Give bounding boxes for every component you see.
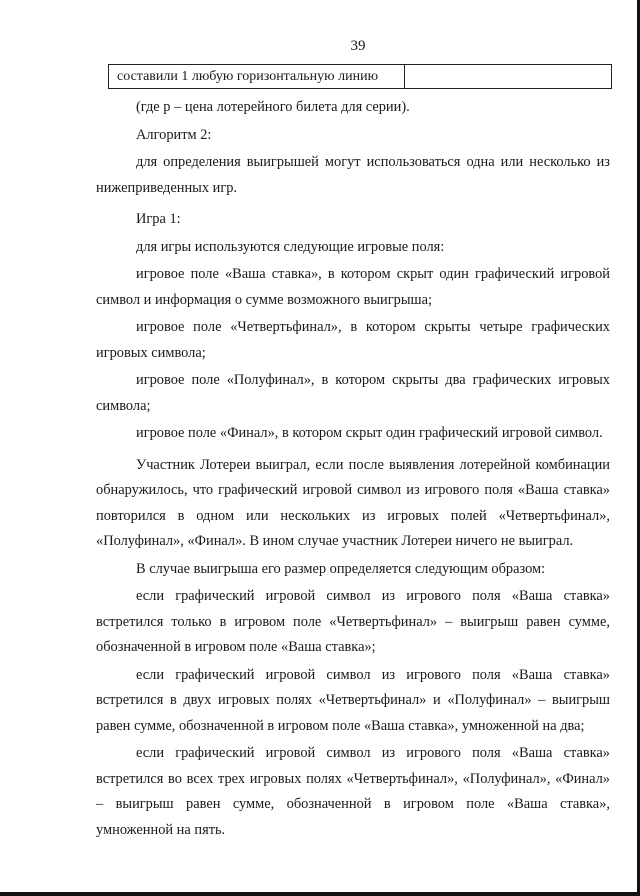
paragraph-win-condition: Участник Лотереи выиграл, если после выявления лотерейной комбинации обнаружилось, что графический игровой символ из игрового поля «Ваша ставка» повторился в одном или нескольких из игровых полей «Четвертьфинал», «Полуфинал», «Финал». В ином случае участник Лотереи ничего не выиграл. <box>96 456 610 549</box>
document-body <box>96 95 610 845</box>
table-cell-empty <box>405 65 611 88</box>
paragraph-price-note: (где р – цена лотерейного билета для серии). <box>136 99 410 115</box>
paragraph-algorithm-heading: Алгоритм 2: <box>136 126 212 143</box>
paragraph-game-heading: Игра 1: <box>136 211 181 227</box>
paragraph-win-case-quarterfinal: если графический игровой символ из игрового поля «Ваша ставка» встретился только в игровом поле «Четвертьфинал» – выигрыш равен сумме, обозначенной в игровом поле «Ваша ставка»; <box>96 588 610 655</box>
paragraph-win-case-all-fields: если графический игровой символ из игрового поля «Ваша ставка» встретился во всех трех игровых полях «Четвертьфинал», «Полуфинал», «Финал» – выигрыш равен сумме, обозначенной в игровом поле «Ваша ставка», умноженной на пять. <box>96 745 610 838</box>
continuation-table <box>108 64 612 89</box>
paragraph-field-final: игровое поле «Финал», в котором скрыт один графический игровой символ. <box>136 425 603 441</box>
paragraph-win-case-two-fields: если графический игровой символ из игрового поля «Ваша ставка» встретился в двух игровых полях «Четвертьфинал» и «Полуфинал» – выигрыш равен сумме, обозначенной в игровом поле «Ваша ставка», умноженной на два; <box>96 666 610 734</box>
paragraph-fields-intro: для игры используются следующие игровые поля: <box>136 238 445 255</box>
paragraph-field-semifinal: игровое поле «Полуфинал», в котором скрыты два графических игровых символа; <box>96 372 610 414</box>
table-cell-condition: составили 1 любую горизонтальную линию <box>109 65 405 88</box>
scan-edge-bottom <box>0 892 640 896</box>
paragraph-field-quarterfinal: игровое поле «Четвертьфинал», в котором скрыты четыре графических игровых символа; <box>96 319 610 361</box>
paragraph-field-bet: игровое поле «Ваша ставка», в котором скрыт один графический игровой символ и информация о сумме возможного выигрыша; <box>96 266 610 308</box>
page-number: 39 <box>350 38 366 54</box>
paragraph-algorithm-intro: для определения выигрышей могут использоваться одна или несколько из нижеприведенных игр. <box>96 154 610 196</box>
paragraph-win-size-intro: В случае выигрыша его размер определяется следующим образом: <box>136 560 546 577</box>
